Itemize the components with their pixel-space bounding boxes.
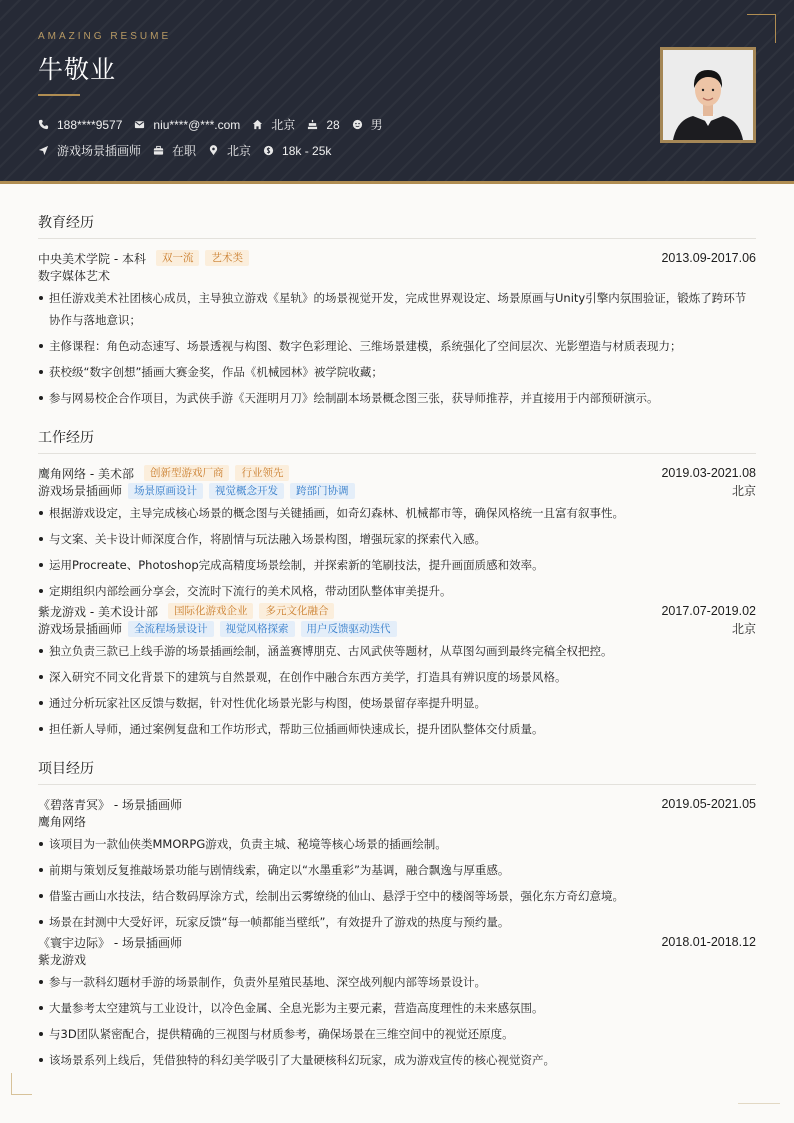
tag: 艺术类	[205, 250, 249, 266]
list-item: 该场景系列上线后，凭借独特的科幻美学吸引了大量硬核科幻玩家，成为游戏宣传的核心视觉资产。	[38, 1049, 756, 1071]
position-item	[38, 142, 141, 159]
money-icon	[263, 145, 274, 156]
role-name: 游戏场景插画师	[38, 622, 123, 636]
date-range: 2017.07-2019.02	[661, 604, 756, 618]
location-icon	[208, 145, 219, 156]
job-entry	[38, 464, 756, 602]
project-entry	[38, 795, 756, 933]
position-text: 游戏场景插画师	[57, 144, 142, 158]
entry-header	[38, 795, 756, 813]
list-item: 获校级“数字创想”插画大赛金奖，作品《机械园林》被学院收藏；	[38, 361, 756, 383]
gender-item	[352, 116, 383, 133]
home-item	[252, 116, 295, 133]
list-item: 主修课程：角色动态速写、场景透视与构图、数字色彩理论、三维场景建模，系统强化了空间层次、光影塑造与材质表现力；	[38, 335, 756, 357]
tag: 跨部门协调	[290, 483, 355, 499]
major: 数字媒体艺术	[38, 269, 111, 283]
list-item: 定期组织内部绘画分享会，交流时下流行的美术风格，带动团队整体审美提升。	[38, 580, 756, 602]
section-title: 项目经历	[38, 758, 756, 785]
project-name: 《碧落青冥》 - 场景插画师	[38, 797, 182, 812]
section-title: 教育经历	[38, 212, 756, 239]
tag: 场景原画设计	[128, 483, 203, 499]
bullet-list	[38, 287, 756, 409]
briefcase-icon	[153, 145, 164, 156]
entry-header	[38, 602, 756, 620]
projects-section	[38, 758, 756, 1071]
role-name: 游戏场景插画师	[38, 484, 123, 498]
email-item	[134, 118, 240, 132]
list-item: 参与网易校企合作项目，为武侠手游《天涯明月刀》绘制副本场景概念图三张，获导师推荐，并直接用于内部预研演示。	[38, 387, 756, 409]
tag: 行业领先	[235, 465, 289, 481]
tag: 多元文化融合	[259, 603, 334, 619]
list-item: 场景在封测中大受好评，玩家反馈“每一帧都能当壁纸”，有效提升了游戏的热度与预约量。	[38, 911, 756, 933]
list-item: 通过分析玩家社区反馈与数据，针对性优化场景光影与构图，使场景留存率提升明显。	[38, 692, 756, 714]
salary-text: 18k - 25k	[282, 143, 332, 158]
entry-header	[38, 464, 756, 482]
name-underline	[38, 94, 80, 96]
status-item	[153, 142, 196, 159]
project-company: 鹰角网络	[38, 815, 87, 829]
job-intent-row	[38, 142, 343, 159]
list-item: 独立负责三款已上线手游的场景插画绘制，涵盖赛博朋克、古风武侠等题材，从草图勾画到最终完稿全权把控。	[38, 640, 756, 662]
gender-text: 男	[370, 118, 383, 132]
bullet-list	[38, 833, 756, 933]
bullet-list	[38, 640, 756, 740]
home-icon	[252, 119, 263, 130]
education-section	[38, 212, 756, 409]
company-name: 鹰角网络 - 美术部	[38, 466, 134, 481]
profile-photo	[660, 47, 756, 143]
resume-header	[0, 0, 794, 184]
list-item: 担任游戏美术社团核心成员，主导独立游戏《星轨》的场景视觉开发，完成世界观设定、场景原画与Unity引擎内氛围验证，锻炼了跨环节协作与落地意识；	[38, 287, 756, 331]
email-text: niu****@***.com	[153, 117, 241, 132]
corner-ornament	[747, 14, 776, 43]
tag: 国际化游戏企业	[168, 603, 254, 619]
list-item: 参与一款科幻题材手游的场景制作，负责外星殖民基地、深空战列舰内部等场景设计。	[38, 971, 756, 993]
company-name: 紫龙游戏 - 美术设计部	[38, 604, 158, 619]
cake-icon	[307, 119, 318, 130]
role-line	[38, 482, 756, 500]
project-company: 紫龙游戏	[38, 953, 87, 967]
bullet-list	[38, 502, 756, 602]
city-text: 北京	[227, 144, 252, 158]
tag: 双一流	[156, 250, 200, 266]
phone-item	[38, 118, 122, 132]
tag: 视觉风格探索	[220, 621, 295, 637]
bullet-list	[38, 971, 756, 1071]
job-city: 北京	[731, 622, 756, 636]
date-range: 2018.01-2018.12	[661, 935, 756, 949]
tag: 用户反馈驱动迭代	[301, 621, 397, 637]
list-item: 前期与策划反复推敲场景功能与剧情线索，确定以“水墨重彩”为基调，融合飘逸与厚重感。	[38, 859, 756, 881]
age-item	[307, 118, 339, 132]
entry-header	[38, 933, 756, 951]
brand-text: AMAZING RESUME	[38, 31, 172, 42]
date-range: 2019.05-2021.05	[661, 797, 756, 811]
list-item: 运用Procreate、Photoshop完成高精度场景绘制，并探索新的笔刷技法，提升画面质感和效率。	[38, 554, 756, 576]
footer-line	[738, 1103, 780, 1104]
candidate-name: 牛敬业	[38, 55, 117, 84]
corner-ornament-bottom	[11, 1073, 32, 1095]
job-entry	[38, 602, 756, 740]
tag: 全流程场景设计	[128, 621, 214, 637]
contact-row	[38, 116, 395, 133]
city-item	[208, 142, 251, 159]
resume-body	[38, 200, 756, 1075]
date-range: 2013.09-2017.06	[661, 251, 756, 265]
list-item: 该项目为一款仙侠类MMORPG游戏，负责主城、秘境等核心场景的插画绘制。	[38, 833, 756, 855]
tag: 视觉概念开发	[209, 483, 284, 499]
list-item: 根据游戏设定，主导完成核心场景的概念图与关键插画，如奇幻森林、机械都市等，确保风格统一且富有叙事性。	[38, 502, 756, 524]
list-item: 大量参考太空建筑与工业设计，以冷色金属、全息光影为主要元素，营造高度理性的未来感氛围。	[38, 997, 756, 1019]
section-title: 工作经历	[38, 427, 756, 454]
home-text: 北京	[271, 118, 296, 132]
work-section	[38, 427, 756, 740]
project-name: 《寰宇边际》 - 场景插画师	[38, 935, 182, 950]
school-name: 中央美术学院 - 本科	[38, 251, 146, 266]
phone-icon	[38, 119, 49, 130]
list-item: 借鉴古画山水技法，结合数码厚涂方式，绘制出云雾缭绕的仙山、悬浮于空中的楼阁等场景，强化东方奇幻意境。	[38, 885, 756, 907]
status-text: 在职	[172, 144, 197, 158]
job-city: 北京	[731, 484, 756, 498]
list-item: 深入研究不同文化背景下的建筑与自然景观，在创作中融合东西方美学，打造具有辨识度的场景风格。	[38, 666, 756, 688]
list-item: 与文案、关卡设计师深度合作，将剧情与玩法融入场景构图，增强玩家的探索代入感。	[38, 528, 756, 550]
mail-icon	[134, 119, 145, 130]
project-entry	[38, 933, 756, 1071]
date-range: 2019.03-2021.08	[661, 466, 756, 480]
salary-item	[263, 144, 331, 158]
list-item: 与3D团队紧密配合，提供精确的三视图与材质参考，确保场景在三维空间中的视觉还原度。	[38, 1023, 756, 1045]
role-line	[38, 620, 756, 638]
tag: 创新型游戏厂商	[144, 465, 230, 481]
gender-icon	[352, 119, 363, 130]
age-text: 28	[326, 117, 340, 132]
list-item: 担任新人导师，通过案例复盘和工作坊形式，帮助三位插画师快速成长，提升团队整体交付质量。	[38, 718, 756, 740]
send-icon	[38, 145, 49, 156]
phone-text: 188****9577	[57, 117, 123, 132]
entry-header	[38, 249, 756, 267]
